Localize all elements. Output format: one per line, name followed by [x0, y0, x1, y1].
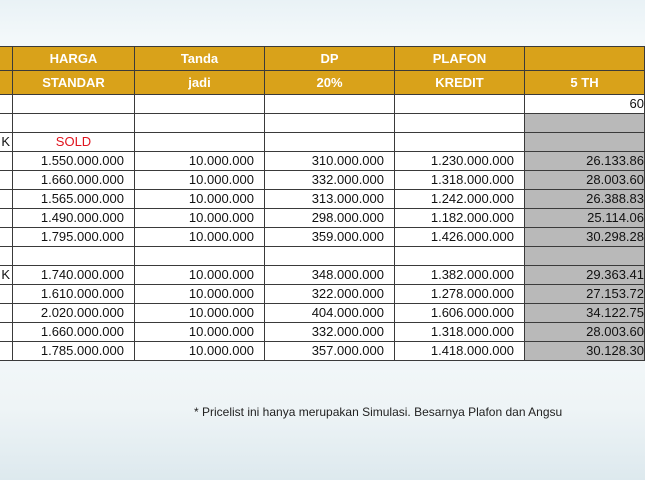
table-cell: [265, 247, 395, 266]
tanda-cell: 10.000.000: [135, 323, 265, 342]
table-cell: [395, 114, 525, 133]
table-cell: [395, 247, 525, 266]
table-cell: [265, 114, 395, 133]
tanda-cell: 10.000.000: [135, 228, 265, 247]
table-cell: [0, 323, 13, 342]
dp-cell: 310.000.000: [265, 152, 395, 171]
table-cell: [135, 247, 265, 266]
dp-cell: 359.000.000: [265, 228, 395, 247]
harga-cell: 1.785.000.000: [13, 342, 135, 361]
table-row: [0, 266, 645, 285]
spacer-row: [0, 247, 645, 266]
header-tanda: Tanda: [135, 47, 265, 71]
dp-cell: 404.000.000: [265, 304, 395, 323]
pricelist-table: [0, 46, 645, 361]
tanda-cell: 10.000.000: [135, 152, 265, 171]
table-cell: [0, 304, 13, 323]
table-cell: [0, 285, 13, 304]
table-cell: [265, 133, 395, 152]
table-cell: [0, 171, 13, 190]
tenor-row: [0, 95, 645, 114]
plafon-cell: 1.230.000.000: [395, 152, 525, 171]
dp-cell: 348.000.000: [265, 266, 395, 285]
table-cell: [13, 247, 135, 266]
table-cell: [0, 114, 13, 133]
header-plafon: PLAFON: [395, 47, 525, 71]
sold-status: SOLD: [13, 133, 135, 152]
table-cell: [0, 342, 13, 361]
dp-cell: 298.000.000: [265, 209, 395, 228]
group-a-label: K: [0, 133, 13, 152]
header-standar: STANDAR: [13, 71, 135, 95]
table-row: [0, 323, 645, 342]
tanda-cell: 10.000.000: [135, 285, 265, 304]
header-cell: [0, 47, 13, 71]
header-tenor-5th: 5 TH: [525, 71, 645, 95]
table-cell: [395, 133, 525, 152]
table-cell: [0, 95, 13, 114]
dp-cell: 322.000.000: [265, 285, 395, 304]
tanda-cell: 10.000.000: [135, 190, 265, 209]
header-dp-percent: 20%: [265, 71, 395, 95]
harga-cell: 1.660.000.000: [13, 171, 135, 190]
table-cell: [0, 247, 13, 266]
group-b-label: K: [0, 266, 13, 285]
header-jadi: jadi: [135, 71, 265, 95]
header-cell: [0, 71, 13, 95]
table-row: [0, 209, 645, 228]
cicilan-cell: 34.122.75: [525, 304, 645, 323]
cicilan-cell: 28.003.60: [525, 323, 645, 342]
harga-cell: 2.020.000.000: [13, 304, 135, 323]
cicilan-cell: 26.133.86: [525, 152, 645, 171]
table-row: [0, 152, 645, 171]
harga-cell: 1.660.000.000: [13, 323, 135, 342]
dp-cell: 332.000.000: [265, 323, 395, 342]
harga-cell: 1.565.000.000: [13, 190, 135, 209]
footnote: * Pricelist ini hanya merupakan Simulasi. Besarnya Plafon dan Angsu: [194, 405, 563, 419]
tenor-months: 60: [525, 95, 645, 114]
pricelist-table-wrap: [0, 46, 644, 361]
harga-cell: 1.795.000.000: [13, 228, 135, 247]
harga-cell: 1.740.000.000: [13, 266, 135, 285]
cicilan-cell: 26.388.83: [525, 190, 645, 209]
cicilan-cell: 29.363.41: [525, 266, 645, 285]
table-cell: [0, 190, 13, 209]
table-cell: [0, 228, 13, 247]
cicilan-cell: 28.003.60: [525, 171, 645, 190]
dp-cell: 332.000.000: [265, 171, 395, 190]
table-row: [0, 304, 645, 323]
header-cicilan: [525, 47, 645, 71]
header-dp: DP: [265, 47, 395, 71]
table-cell: [0, 152, 13, 171]
cicilan-cell: 30.298.28: [525, 228, 645, 247]
plafon-cell: 1.182.000.000: [395, 209, 525, 228]
table-cell: [0, 209, 13, 228]
harga-cell: 1.550.000.000: [13, 152, 135, 171]
header-row-1: [0, 47, 645, 71]
tanda-cell: 10.000.000: [135, 342, 265, 361]
header-row-2: [0, 71, 645, 95]
plafon-cell: 1.318.000.000: [395, 323, 525, 342]
table-cell: [13, 95, 135, 114]
group-a-label-row: [0, 133, 645, 152]
header-harga: HARGA: [13, 47, 135, 71]
dp-cell: 313.000.000: [265, 190, 395, 209]
table-cell: [13, 114, 135, 133]
harga-cell: 1.490.000.000: [13, 209, 135, 228]
table-cell: [135, 95, 265, 114]
plafon-cell: 1.382.000.000: [395, 266, 525, 285]
plafon-cell: 1.418.000.000: [395, 342, 525, 361]
tanda-cell: 10.000.000: [135, 266, 265, 285]
spacer-row: [0, 114, 645, 133]
cicilan-cell: 25.114.06: [525, 209, 645, 228]
table-row: [0, 171, 645, 190]
harga-cell: 1.610.000.000: [13, 285, 135, 304]
dp-cell: 357.000.000: [265, 342, 395, 361]
table-cell: [525, 133, 645, 152]
table-row: [0, 228, 645, 247]
tanda-cell: 10.000.000: [135, 209, 265, 228]
cicilan-cell: 30.128.30: [525, 342, 645, 361]
plafon-cell: 1.606.000.000: [395, 304, 525, 323]
plafon-cell: 1.426.000.000: [395, 228, 525, 247]
table-cell: [135, 133, 265, 152]
plafon-cell: 1.318.000.000: [395, 171, 525, 190]
table-cell: [525, 114, 645, 133]
table-row: [0, 342, 645, 361]
header-kredit: KREDIT: [395, 71, 525, 95]
table-cell: [135, 114, 265, 133]
tanda-cell: 10.000.000: [135, 304, 265, 323]
cicilan-cell: 27.153.72: [525, 285, 645, 304]
plafon-cell: 1.278.000.000: [395, 285, 525, 304]
table-row: [0, 285, 645, 304]
table-cell: [395, 95, 525, 114]
table-row: [0, 190, 645, 209]
table-cell: [525, 247, 645, 266]
table-cell: [265, 95, 395, 114]
tanda-cell: 10.000.000: [135, 171, 265, 190]
plafon-cell: 1.242.000.000: [395, 190, 525, 209]
